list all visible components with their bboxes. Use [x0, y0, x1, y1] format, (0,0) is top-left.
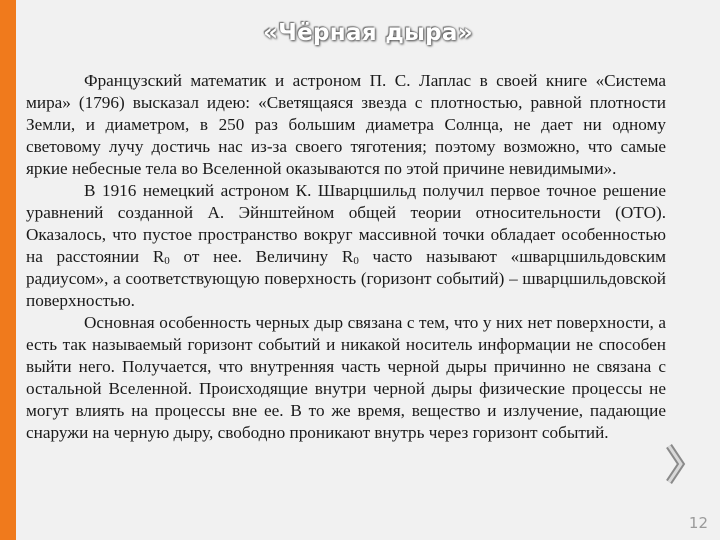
- paragraph-event-horizon: Основная особенность черных дыр связана с тем, что у них нет поверхности, а есть так называемый горизонт событий и никакой носитель информации не способен выйти него. Получается, что внутренняя часть черной дыры причинно не связана с остальной Вселенной. Происходящие внутри черной дыры физические процессы не могут влиять на процессы вне ее. В то же время, вещество и излучение, падающие снаружи на черную дыру, свободно проникают внутрь через горизонт событий.: [26, 313, 666, 442]
- slide-title: «Чёрная дыра»: [263, 20, 473, 46]
- accent-bar: [0, 0, 16, 540]
- chevron-right-icon[interactable]: [664, 442, 686, 486]
- page-number: 12: [688, 514, 708, 532]
- paragraph-schwarzschild: [26, 180, 666, 312]
- paragraph-part: часто называют «шварцшильдовским радиусом», а соответствующую поверхность (горизонт событий) – шварцшильдовской поверхностью.: [26, 247, 666, 310]
- paragraph-laplace: Французский математик и астроном П. С. Лаплас в своей книге «Система мира» (1796) высказал идею: «Светящаяся звезда с плотностью, равной плотности Земли, и диаметром, в 250 раз большим диаметра Солнца, не дает ни одному световому лучу достичь нас из-за своего тяготения; поэтому возможно, что самые яркие небесные тела во Вселенной оказываются по этой причине невидимыми».: [26, 71, 666, 178]
- paragraph-part: от нее. Величину R: [169, 247, 354, 266]
- paragraph-part: В 1916 немецкий астроном К. Шварцшильд получил первое точное решение уравнений созданной А. Эйнштейном общей теории относительности (ОТО). Оказалось, что пустое пространство вокруг массивной точки обладает особенностью на расстоянии R: [26, 181, 666, 266]
- slide-body: [26, 70, 666, 444]
- subscript-zero: 0: [164, 255, 170, 267]
- subscript-zero: 0: [353, 255, 359, 267]
